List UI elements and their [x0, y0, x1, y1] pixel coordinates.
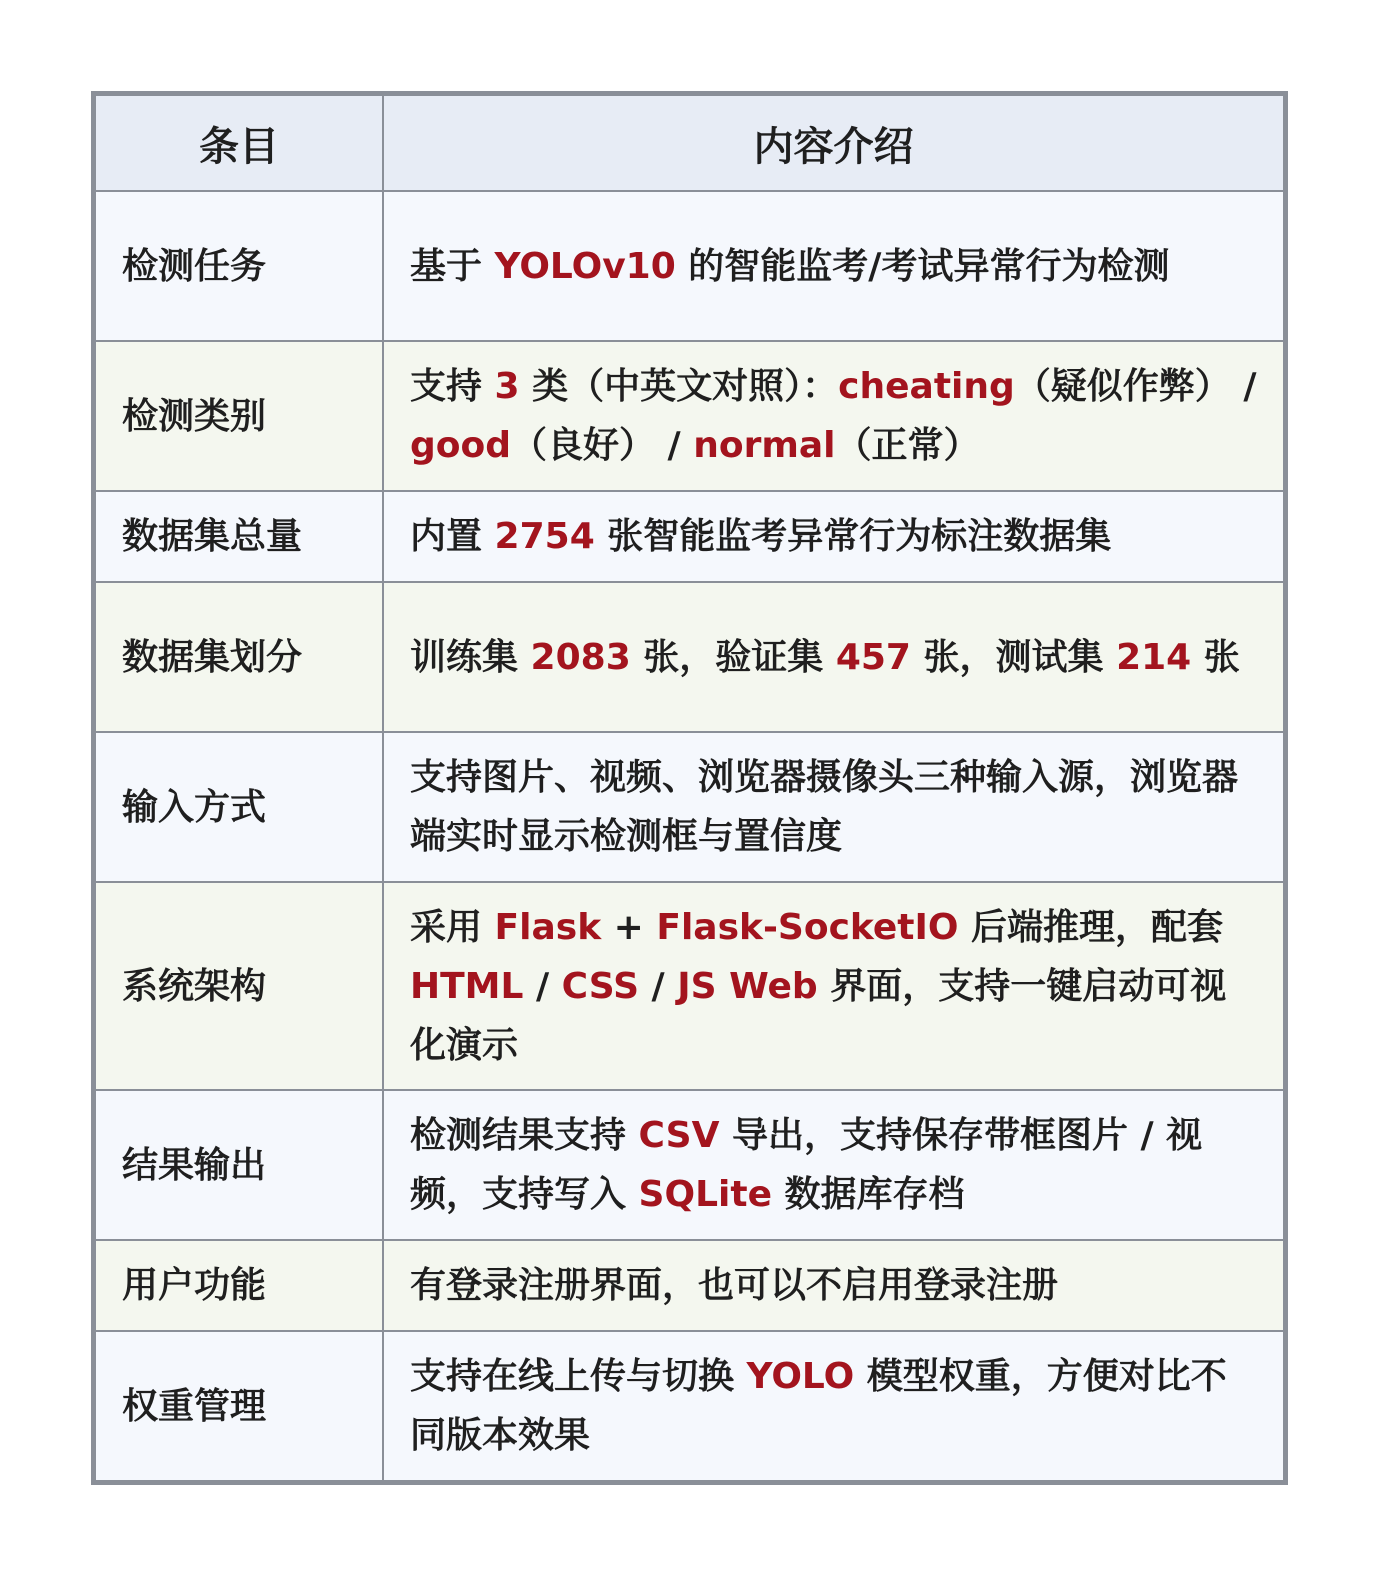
table-row [95, 1331, 1284, 1481]
content-text: 有登录注册界面，也可以不启用登录注册 [410, 1265, 1059, 1306]
highlight-text: Flask-SocketIO [656, 906, 959, 948]
table-row [95, 582, 1284, 732]
content-text: 界面，支持一键启动可视化演示 [410, 965, 1227, 1066]
highlight-text: 3 [494, 366, 520, 407]
highlight-text: normal [693, 425, 836, 466]
highlight-text: good [410, 425, 512, 466]
highlight-text: CSS [561, 965, 639, 1007]
content-text: 采用 [410, 906, 495, 948]
table-row [95, 491, 1284, 582]
row-content [383, 1331, 1284, 1481]
row-label: 用户功能 [95, 1240, 383, 1331]
highlight-text: YOLO [746, 1356, 855, 1397]
table-row [95, 191, 1284, 341]
row-content [383, 732, 1284, 882]
row-label: 结果输出 [95, 1090, 383, 1240]
content-text: 数据库存档 [771, 1174, 965, 1215]
row-label: 系统架构 [95, 882, 383, 1090]
table-row [95, 1090, 1284, 1240]
highlight-text: 2754 [494, 516, 595, 557]
table-row [95, 341, 1284, 491]
content-text: 训练集 [410, 636, 531, 678]
content-text: （良好） / [511, 425, 694, 466]
highlight-text: cheating [838, 366, 1015, 407]
row-content [383, 491, 1284, 582]
highlight-text: JS Web [677, 965, 818, 1007]
row-label: 数据集划分 [95, 582, 383, 732]
row-content [383, 341, 1284, 491]
content-text: （疑似作弊） / [1014, 366, 1257, 407]
content-text: 张，测试集 [910, 636, 1117, 678]
header-item: 条目 [95, 95, 383, 191]
content-text: / [639, 965, 678, 1007]
content-text: 张智能监考异常行为标注数据集 [594, 516, 1112, 557]
row-content [383, 882, 1284, 1090]
content-text: 类（中英文对照）： [519, 366, 839, 407]
header-content: 内容介绍 [383, 95, 1284, 191]
row-label: 输入方式 [95, 732, 383, 882]
content-text: 张，验证集 [630, 636, 836, 678]
row-content [383, 582, 1284, 732]
content-text: 基于 [410, 245, 495, 287]
feature-table-container [91, 91, 1288, 1485]
table-row [95, 732, 1284, 882]
content-text: 张 [1191, 636, 1240, 678]
content-text: 支持在线上传与切换 [410, 1356, 747, 1397]
content-text: 的智能监考/考试异常行为检测 [675, 245, 1170, 287]
content-text: （正常） [835, 425, 980, 466]
highlight-text: SQLite [638, 1174, 772, 1215]
content-text: 支持图片、视频、浏览器摄像头三种输入源，浏览器端实时显示检测框与置信度 [410, 757, 1239, 857]
row-content [383, 1090, 1284, 1240]
highlight-text: 2083 [530, 636, 631, 678]
content-text: 模型权重，方便对比不同版本效果 [410, 1356, 1227, 1456]
row-content [383, 191, 1284, 341]
feature-table [94, 94, 1285, 1482]
highlight-text: 457 [835, 636, 911, 678]
table-row [95, 882, 1284, 1090]
content-text: + [601, 906, 657, 948]
content-text: 支持 [410, 366, 495, 407]
row-label: 检测任务 [95, 191, 383, 341]
row-label: 数据集总量 [95, 491, 383, 582]
highlight-text: Flask [494, 906, 602, 948]
table-header-row [95, 95, 1284, 191]
content-text: / [523, 965, 562, 1007]
highlight-text: CSV [638, 1115, 720, 1156]
row-label: 权重管理 [95, 1331, 383, 1481]
highlight-text: YOLOv10 [494, 245, 676, 287]
highlight-text: HTML [410, 965, 524, 1007]
content-text: 检测结果支持 [410, 1115, 639, 1156]
row-label: 检测类别 [95, 341, 383, 491]
row-content [383, 1240, 1284, 1331]
content-text: 内置 [410, 516, 495, 557]
table-row [95, 1240, 1284, 1331]
content-text: 后端推理，配套 [958, 906, 1224, 948]
content-text: 导出，支持保存带框图片 / 视频，支持写入 [410, 1115, 1203, 1215]
highlight-text: 214 [1116, 636, 1192, 678]
